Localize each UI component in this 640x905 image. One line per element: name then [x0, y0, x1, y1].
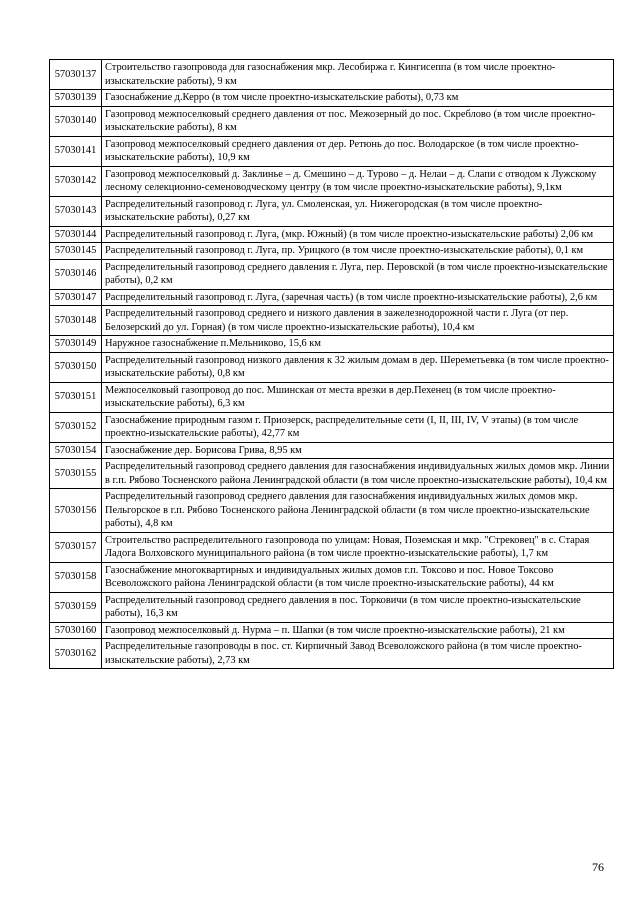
row-description: Распределительные газопроводы в пос. ст. Кирпичный Завод Всеволожского района (в том числе проектно-изыскательские работы), 2,73 км	[102, 639, 614, 669]
row-code: 57030162	[50, 639, 102, 669]
row-code: 57030147	[50, 289, 102, 306]
table-body	[50, 60, 614, 669]
row-code: 57030146	[50, 259, 102, 289]
row-code: 57030155	[50, 459, 102, 489]
table-row	[50, 243, 614, 260]
table-row	[50, 106, 614, 136]
row-description: Межпоселковый газопровод до пос. Мшинская от места врезки в дер.Пехенец (в том числе проектно-изыскательские работы), 6,3 км	[102, 382, 614, 412]
row-code: 57030151	[50, 382, 102, 412]
row-description: Газопровод межпоселковый среднего давления от пос. Межозерный до пос. Скреблово (в том числе проектно-изыскательские работы), 8 км	[102, 106, 614, 136]
row-code: 57030148	[50, 306, 102, 336]
row-description: Газоснабжение природным газом г. Приозерск, распределительные сети (I, II, III, IV, V этапы) (в том числе проектно-изыскательские работы), 42,77 км	[102, 412, 614, 442]
row-code: 57030143	[50, 196, 102, 226]
row-code: 57030152	[50, 412, 102, 442]
row-code: 57030149	[50, 336, 102, 353]
table-row	[50, 442, 614, 459]
row-description: Распределительный газопровод среднего давления для газоснабжения индивидуальных жилых домов мкр. Линии в г.п. Рябово Тосненского района Ленинградской области (в том числе проектно-изыскательские работы), 10,4 км	[102, 459, 614, 489]
row-description: Газопровод межпоселковый д. Заклинье – д. Смешино – д. Турово – д. Нелаи – д. Слапи с отводом к Лужскому лесному селекционно-семеноводческому центру (в том числе проектно-изыскательские работы), 9,1км	[102, 166, 614, 196]
table-row	[50, 259, 614, 289]
row-description: Распределительный газопровод г. Луга, пр. Урицкого (в том числе проектно-изыскательские работы), 0,1 км	[102, 243, 614, 260]
row-code: 57030156	[50, 489, 102, 533]
row-description: Распределительный газопровод низкого давления к 32 жилым домам в дер. Шереметьевка (в том числе проектно-изыскательские работы), 0,8 км	[102, 352, 614, 382]
row-code: 57030144	[50, 226, 102, 243]
table-row	[50, 336, 614, 353]
row-code: 57030140	[50, 106, 102, 136]
row-code: 57030157	[50, 532, 102, 562]
row-description: Распределительный газопровод среднего и низкого давления в зажелезнодорожной части г. Луга (от пер. Белозерский до ул. Горная) (в том числе проектно-изыскательские работы), 10,4 км	[102, 306, 614, 336]
table-row	[50, 622, 614, 639]
row-description: Наружное газоснабжение п.Мельниково, 15,6 км	[102, 336, 614, 353]
row-code: 57030154	[50, 442, 102, 459]
table-row	[50, 562, 614, 592]
row-code: 57030142	[50, 166, 102, 196]
table-row	[50, 412, 614, 442]
objects-table	[49, 59, 614, 669]
row-code: 57030160	[50, 622, 102, 639]
page-number: 76	[592, 860, 604, 874]
row-code: 57030145	[50, 243, 102, 260]
table-row	[50, 489, 614, 533]
row-description: Газоснабжение дер. Борисова Грива, 8,95 км	[102, 442, 614, 459]
table-row	[50, 60, 614, 90]
row-description: Газоснабжение многоквартирных и индивидуальных жилых домов г.п. Токсово и пос. Новое Токсово Всеволожского района Ленинградской области (в том числе проектно-изыскательские работы), 44 км	[102, 562, 614, 592]
row-description: Распределительный газопровод г. Луга, (заречная часть) (в том числе проектно-изыскательские работы), 2,6 км	[102, 289, 614, 306]
row-description: Газоснабжение д.Керро (в том числе проектно-изыскательские работы), 0,73 км	[102, 90, 614, 107]
table-row	[50, 226, 614, 243]
table-row	[50, 352, 614, 382]
row-code: 57030150	[50, 352, 102, 382]
row-code: 57030158	[50, 562, 102, 592]
row-description: Распределительный газопровод среднего давления г. Луга, пер. Перовской (в том числе проектно-изыскательские работы), 0,2 км	[102, 259, 614, 289]
row-description: Распределительный газопровод г. Луга, ул. Смоленская, ул. Нижегородская (в том числе проектно-изыскательские работы), 0,27 км	[102, 196, 614, 226]
table-row	[50, 639, 614, 669]
row-description: Распределительный газопровод среднего давления для газоснабжения индивидуальных жилых домов мкр. Пельгорское в г.п. Рябово Тосненского района Ленинградской области (в том числе проектно-изыскательские работы), 4,8 км	[102, 489, 614, 533]
row-description: Распределительный газопровод среднего давления в пос. Торковичи (в том числе проектно-изыскательские работы), 16,3 км	[102, 592, 614, 622]
table-row	[50, 196, 614, 226]
table-row	[50, 306, 614, 336]
row-description: Строительство газопровода для газоснабжения мкр. Лесобиржа г. Кингисеппа (в том числе проектно-изыскательские работы), 9 км	[102, 60, 614, 90]
row-description: Строительство распределительного газопровода по улицам: Новая, Поземская и мкр. "Стрековец" в с. Старая Ладога Волховского муниципального района (в том числе проектно-изыскательские работы), 1,7 км	[102, 532, 614, 562]
row-code: 57030159	[50, 592, 102, 622]
row-code: 57030141	[50, 136, 102, 166]
table-row	[50, 136, 614, 166]
row-description: Распределительный газопровод г. Луга, (мкр. Южный) (в том числе проектно-изыскательские работы) 2,06 км	[102, 226, 614, 243]
table-row	[50, 592, 614, 622]
table-row	[50, 459, 614, 489]
row-code: 57030137	[50, 60, 102, 90]
table-row	[50, 90, 614, 107]
table-row	[50, 382, 614, 412]
table-row	[50, 166, 614, 196]
table-row	[50, 532, 614, 562]
table-row	[50, 289, 614, 306]
row-description: Газопровод межпоселковый среднего давления от дер. Ретюнь до пос. Володарское (в том числе проектно-изыскательские работы), 10,9 км	[102, 136, 614, 166]
row-code: 57030139	[50, 90, 102, 107]
row-description: Газопровод межпоселковый д. Нурма – п. Шапки (в том числе проектно-изыскательские работы), 21 км	[102, 622, 614, 639]
